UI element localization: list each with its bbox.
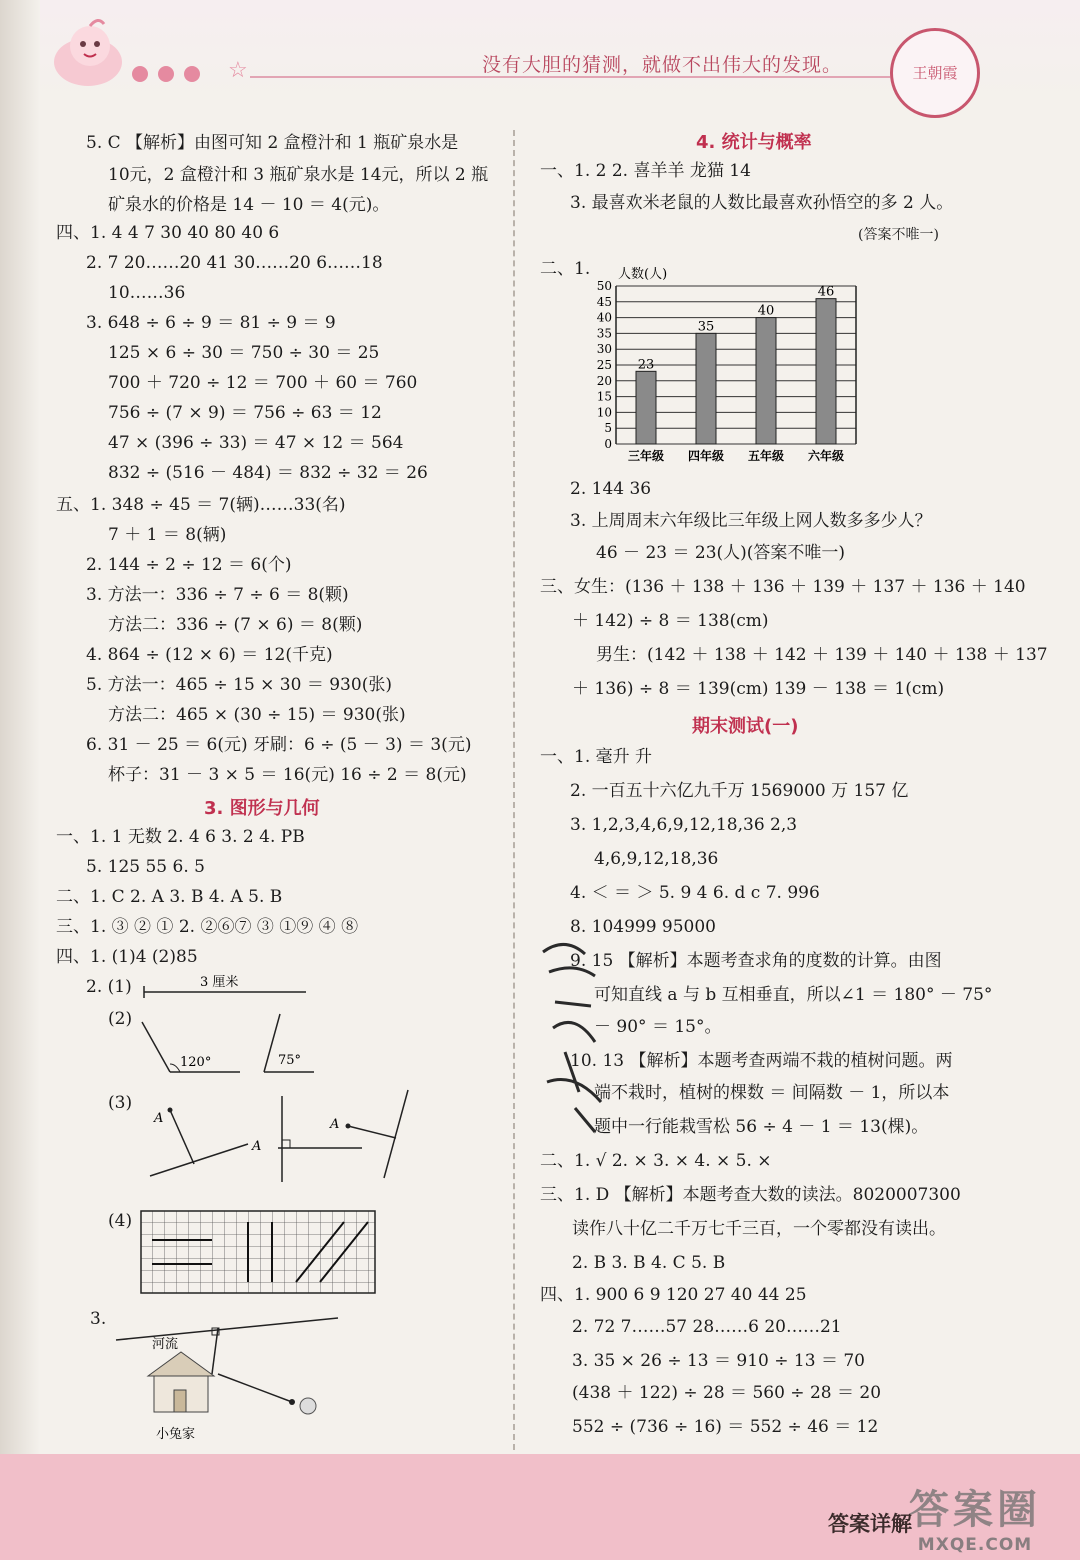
y-tick-label: 0 (604, 437, 612, 451)
text-line: 3. 上周周末六年级比三年级上网人数多多少人？ (570, 511, 932, 531)
bar (696, 333, 716, 444)
text-line: 矿泉水的价格是 14 － 10 ＝ 4(元)。 (108, 195, 390, 215)
text-line: 10元，2 盒橙汁和 3 瓶矿泉水是 14元，所以 2 瓶 (108, 165, 489, 185)
text-line: 二、1. √ 2. × 3. × 4. × 5. × (540, 1151, 772, 1171)
y-tick-label: 15 (596, 389, 612, 404)
text-line: 四、1. 4 4 7 30 40 80 40 6 (56, 223, 280, 243)
bar (756, 318, 776, 444)
section-title: 4. 统计与概率 (696, 132, 812, 153)
text-line: 4. ＜ ＝ ＞ 5. 9 4 6. d c 7. 996 (570, 883, 820, 903)
text-line: ＋ 136) ÷ 8 ＝ 139(cm) 139 － 138 ＝ 1(cm) (572, 679, 945, 699)
text-line: 3. (90, 1309, 107, 1329)
text-line: 方法二：465 × (30 ÷ 15) ＝ 930(张) (108, 705, 406, 725)
text-line: 4,6,9,12,18,36 (594, 849, 719, 869)
text-line: 杯子：31 － 3 × 5 ＝ 16(元) 16 ÷ 2 ＝ 8(元) (108, 765, 467, 785)
text-line: 四、1. (1)4 (2)85 (56, 947, 198, 967)
bar-value-label: 23 (637, 357, 655, 373)
text-line: 552 ÷ (736 ÷ 16) ＝ 552 ÷ 46 ＝ 12 (572, 1417, 879, 1437)
segment-label: 3 厘米 (200, 975, 239, 990)
text-line: 一、1. 1 无数 2. 4 6 3. 2 4. PB (56, 827, 305, 847)
bar-value-label: 35 (697, 319, 715, 335)
text-line: 二、1. C 2. A 3. B 4. A 5. B (56, 887, 283, 907)
text-line: 可知直线 a 与 b 互相垂直，所以∠1 ＝ 180° － 75° (594, 985, 993, 1005)
text-line: 3. 1,2,3,4,6,9,12,18,36 2,3 (570, 815, 798, 835)
text-line: (438 ＋ 122) ÷ 28 ＝ 560 ÷ 28 ＝ 20 (572, 1383, 882, 1403)
segment-figure (140, 970, 320, 1000)
text-line: 一、1. 2 2. 喜羊羊 龙猫 14 (540, 161, 751, 181)
text-line: 3. 方法一：336 ÷ 7 ÷ 6 ＝ 8(颗) (86, 585, 349, 605)
text-line: (2) (108, 1009, 133, 1029)
angle-label: 120° (180, 1055, 212, 1070)
text-line: 3. 648 ÷ 6 ÷ 9 ＝ 81 ÷ 9 ＝ 9 (86, 313, 336, 333)
text-line: 10……36 (108, 283, 186, 303)
text-line: (答案不唯一) (858, 227, 939, 243)
text-line: 2. B 3. B 4. C 5. B (572, 1253, 726, 1273)
text-line: 5. 125 55 6. 5 (86, 857, 205, 877)
text-line: － 90° ＝ 15°。 (594, 1017, 722, 1037)
text-line: 三、1. D 【解析】本题考查大数的读法。8020007300 (540, 1185, 961, 1205)
star-icon: ☆ (228, 58, 248, 83)
text-line: 5. C 【解析】由图可知 2 盒橙汁和 1 瓶矿泉水是 (86, 133, 459, 153)
mascot-icon (46, 14, 130, 90)
text-line: 3. 35 × 26 ÷ 13 ＝ 910 ÷ 13 ＝ 70 (572, 1351, 866, 1371)
y-tick-label: 40 (596, 310, 612, 325)
text-line: 125 × 6 ÷ 30 ＝ 750 ÷ 30 ＝ 25 (108, 343, 380, 363)
text-line: 2. (1) (86, 977, 132, 997)
x-tick-label: 三年级 (627, 449, 665, 462)
y-tick-label: 20 (596, 373, 612, 388)
text-line: 三、女生：(136 ＋ 138 ＋ 136 ＋ 139 ＋ 137 ＋ 136 ＋ 140 (540, 577, 1026, 597)
y-tick-label: 35 (596, 326, 612, 341)
y-tick-label: 50 (596, 279, 612, 293)
point-label: A (252, 1139, 262, 1154)
text-line: 10. 13 【解析】本题考查两端不栽的植树问题。两 (570, 1051, 953, 1071)
perpendicular-figure (148, 1086, 428, 1186)
angle-label: 75° (278, 1053, 302, 1068)
text-line: 832 ÷ (516 － 484) ＝ 832 ÷ 32 ＝ 26 (108, 463, 428, 483)
y-tick-label: 30 (596, 342, 612, 357)
text-line: 2. 7 20……20 41 30……20 6……18 (86, 253, 383, 273)
chart-ylabel: 人数(人) (618, 267, 668, 282)
text-line: 读作八十亿二千万七千三百，一个零都没有读出。 (572, 1219, 946, 1239)
text-line: 题中一行能栽雪松 56 ÷ 4 － 1 ＝ 13(棵)。 (594, 1117, 929, 1137)
text-line: 三、1. ③ ② ① 2. ②⑥⑦ ③ ①⑨ ④ ⑧ (56, 917, 359, 937)
text-line: 7 ＋ 1 ＝ 8(辆) (108, 525, 227, 545)
text-line: 4. 864 ÷ (12 × 6) ＝ 12(千克) (86, 645, 333, 665)
text-line: 9. 15 【解析】本题考查求角的度数的计算。由图 (570, 951, 942, 971)
text-line: 47 × (396 ÷ 33) ＝ 47 × 12 ＝ 564 (108, 433, 404, 453)
river-figure (112, 1310, 342, 1450)
text-line: 700 ＋ 720 ÷ 12 ＝ 700 ＋ 60 ＝ 760 (108, 373, 418, 393)
text-line: 6. 31 － 25 ＝ 6(元) 牙刷：6 ÷ (5 － 3) ＝ 3(元) (86, 735, 472, 755)
grid-figure (140, 1210, 380, 1296)
page-edge (0, 0, 40, 1560)
text-line: 756 ÷ (7 × 9) ＝ 756 ÷ 63 ＝ 12 (108, 403, 382, 423)
y-tick-label: 45 (596, 294, 612, 309)
text-line: 二、1. (540, 259, 591, 279)
text-line: 四、1. 900 6 9 120 27 40 44 25 (540, 1285, 807, 1305)
text-line: 2. 一百五十六亿九千万 1569000 万 157 亿 (570, 781, 909, 801)
text-line: 五、1. 348 ÷ 45 ＝ 7(辆)……33(名) (56, 495, 346, 515)
text-line: 男生：(142 ＋ 138 ＋ 142 ＋ 139 ＋ 140 ＋ 138 ＋ 137 (596, 645, 1048, 665)
brand-seal: 王朝霞 (890, 28, 980, 118)
bar (816, 299, 836, 444)
text-line: 3. 最喜欢米老鼠的人数比最喜欢孙悟空的多 2 人。 (570, 193, 954, 213)
dot-icon (158, 66, 174, 82)
section-title: 3. 图形与几何 (204, 798, 320, 819)
column-divider (513, 130, 515, 1450)
text-line: 2. 144 ÷ 2 ÷ 12 ＝ 6(个) (86, 555, 292, 575)
bar-chart (582, 262, 872, 462)
text-line: 2. 72 7……57 28……6 20……21 (572, 1317, 842, 1337)
y-tick-label: 25 (596, 358, 612, 372)
text-line: 2. 144 36 (570, 479, 652, 499)
text-line: 方法二：336 ÷ (7 × 6) ＝ 8(颗) (108, 615, 363, 635)
dot-icon (132, 66, 148, 82)
bar-value-label: 40 (757, 303, 775, 319)
angle-120-figure (140, 1010, 250, 1080)
text-line: (3) (108, 1093, 133, 1113)
handwriting-scribble (535, 932, 615, 1142)
dot-icon (184, 66, 200, 82)
text-line: 端不栽时，植树的棵数 ＝ 间隔数 － 1，所以本 (594, 1083, 950, 1103)
section-title: 期末测试(一) (692, 716, 799, 737)
point-label: A (330, 1117, 340, 1132)
text-line: 46 － 23 ＝ 23(人)(答案不唯一) (596, 543, 846, 563)
home-label: 小兔家 (156, 1427, 196, 1442)
watermark-title: 答案圈 (909, 1487, 1041, 1533)
bar (636, 371, 656, 444)
x-tick-label: 四年级 (687, 449, 725, 462)
y-tick-label: 10 (596, 405, 612, 420)
x-tick-label: 六年级 (807, 449, 845, 462)
text-line: (4) (108, 1211, 133, 1231)
text-line: ＋ 142) ÷ 8 ＝ 138(cm) (572, 611, 769, 631)
site-watermark (880, 1478, 1070, 1554)
header-motto: 没有大胆的猜测，就做不出伟大的发现。 (482, 54, 843, 76)
bar-value-label: 46 (817, 284, 835, 300)
y-tick-label: 5 (604, 421, 612, 436)
x-tick-label: 五年级 (747, 449, 785, 462)
watermark-url: MXQE.COM (917, 1535, 1033, 1555)
point-label: A (154, 1111, 164, 1126)
text-line: 一、1. 毫升 升 (540, 747, 653, 767)
text-line: 5. 方法一：465 ÷ 15 × 30 ＝ 930(张) (86, 675, 392, 695)
text-line: 8. 104999 95000 (570, 917, 717, 937)
footer-label: 答案详解 (828, 1512, 912, 1536)
angle-75-figure (258, 1010, 318, 1080)
river-label: 河流 (152, 1337, 179, 1352)
